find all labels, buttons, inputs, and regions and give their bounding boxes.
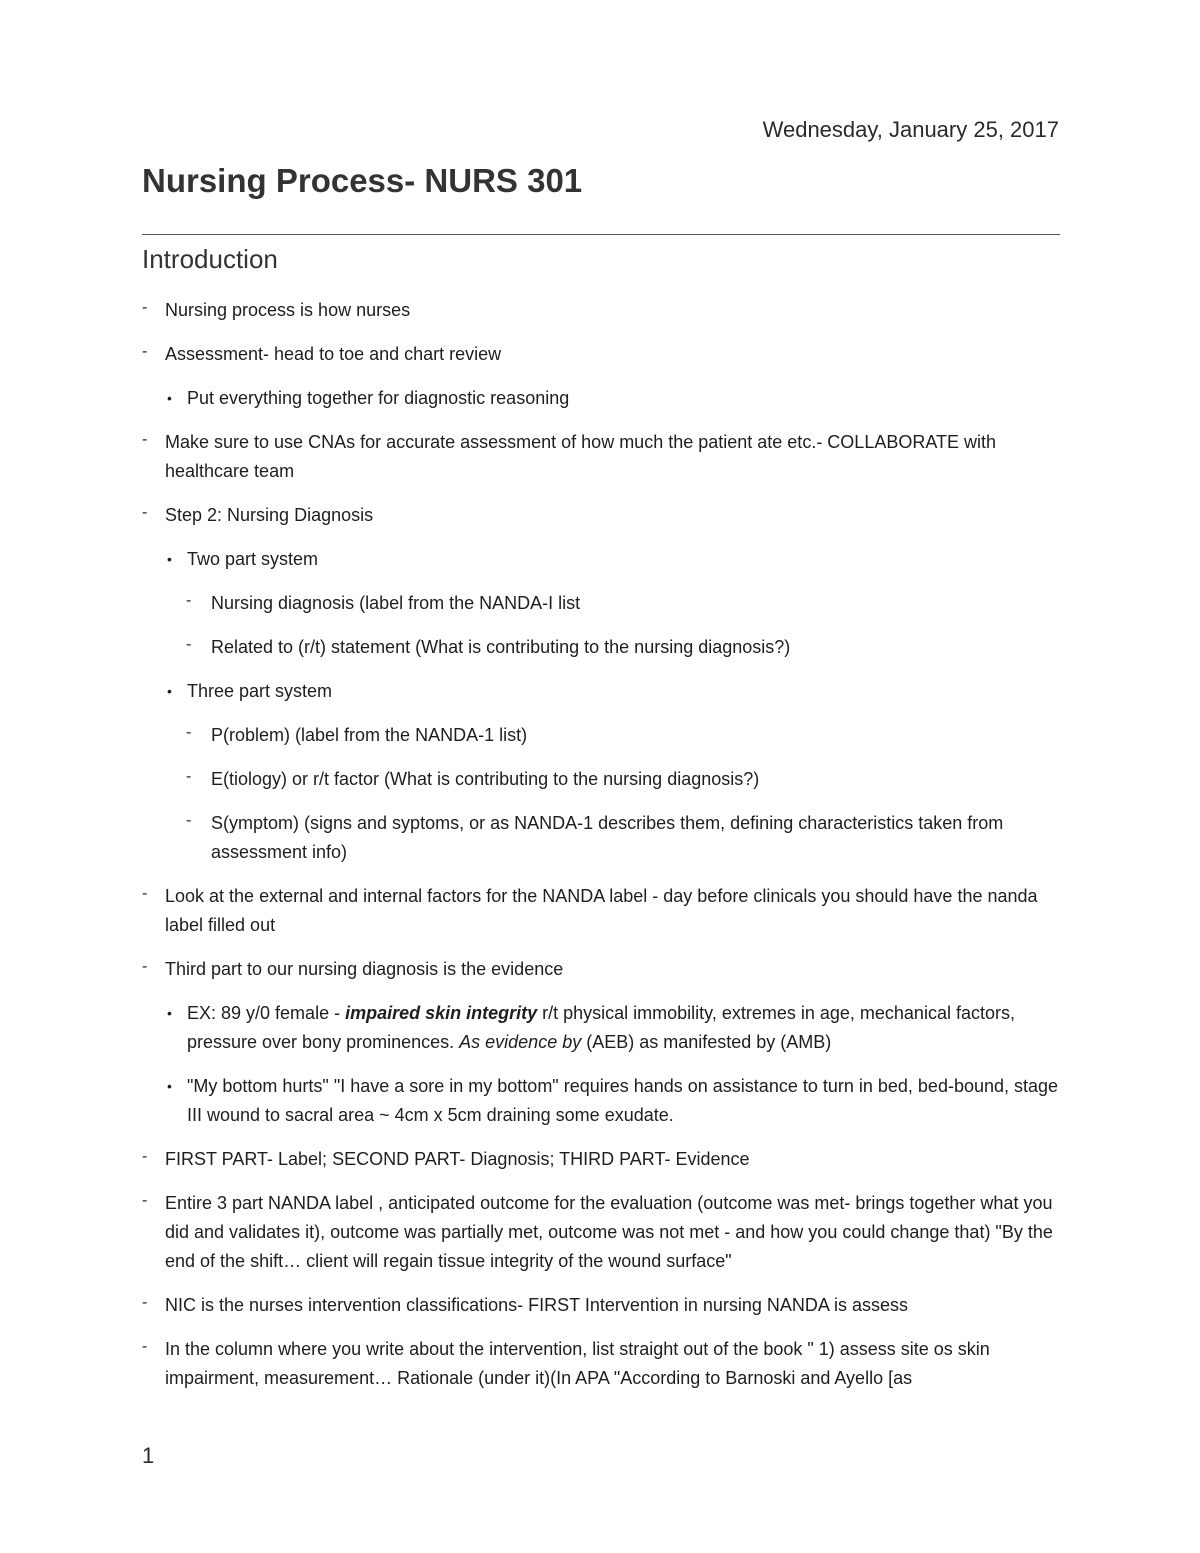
list-item-text: Put everything together for diagnostic reasoning xyxy=(187,388,570,408)
dash-marker: - xyxy=(186,592,192,609)
dash-marker: - xyxy=(142,343,148,360)
notes-list xyxy=(142,296,1060,1408)
list-item xyxy=(142,501,1060,530)
list-item xyxy=(142,999,1060,1057)
dash-marker: - xyxy=(142,1148,148,1165)
text-segment: r/t physical immobility, extremes in age, mechanical factors, pressure over bony prominences. xyxy=(187,1003,1015,1052)
list-item-text: Three part system xyxy=(187,681,333,701)
list-item-text: In the column where you write about the intervention, list straight out of the book " 1) assess site os skin impairment, measurement… Rationale (under it)(In APA "According to Barnoski and Ayello [as xyxy=(165,1339,990,1388)
list-item-text: Entire 3 part NANDA label , anticipated outcome for the evaluation (outcome was met- brings together what you did and validates it), outcome was partially met, outcome was not met - and how you could change that) "By the end of the shift… client will regain tissue integrity of the wound surface" xyxy=(165,1193,1053,1271)
list-item-text: E(tiology) or r/t factor (What is contributing to the nursing diagnosis?) xyxy=(211,769,760,789)
list-item-text: S(ymptom) (signs and syptoms, or as NANDA-1 describes them, defining characteristics taken from assessment info) xyxy=(211,813,1004,862)
list-item xyxy=(142,589,1060,618)
list-item xyxy=(142,384,1060,413)
list-item xyxy=(142,428,1060,486)
list-item xyxy=(142,809,1060,867)
dash-marker: - xyxy=(142,1294,148,1311)
list-item xyxy=(142,1291,1060,1320)
list-item-text: FIRST PART- Label; SECOND PART- Diagnosis; THIRD PART- Evidence xyxy=(165,1149,750,1169)
list-item-text: "My bottom hurts" "I have a sore in my bottom" requires hands on assistance to turn in bed, bed-bound, stage III wound to sacral area ~ 4cm x 5cm draining some exudate. xyxy=(187,1076,1059,1125)
list-item-text: Two part system xyxy=(187,549,319,569)
title-divider xyxy=(142,234,1060,235)
list-item-text: Look at the external and internal factors for the NANDA label - day before clinicals you should have the nanda label filled out xyxy=(165,886,1038,935)
document-date: Wednesday, January 25, 2017 xyxy=(762,117,1059,142)
bullet-marker: • xyxy=(167,390,172,406)
list-item-text: Nursing diagnosis (label from the NANDA-I list xyxy=(211,593,581,613)
list-item xyxy=(142,1335,1060,1393)
list-item-text: P(roblem) (label from the NANDA-1 list) xyxy=(211,725,528,745)
text-segment: (AEB) as manifested by (AMB) xyxy=(581,1032,832,1052)
bullet-marker: • xyxy=(167,1005,172,1021)
list-item xyxy=(142,545,1060,574)
list-item xyxy=(142,677,1060,706)
list-item-text xyxy=(187,1003,1015,1052)
list-item xyxy=(142,1189,1060,1276)
page-number: 1 xyxy=(142,1443,155,1468)
list-item xyxy=(142,765,1060,794)
dash-marker: - xyxy=(142,431,148,448)
page-title: Nursing Process- NURS 301 xyxy=(142,162,583,199)
dash-marker: - xyxy=(142,1192,148,1209)
dash-marker: - xyxy=(186,724,192,741)
list-item-text: NIC is the nurses intervention classifications- FIRST Intervention in nursing NANDA is assess xyxy=(165,1295,908,1315)
bullet-marker: • xyxy=(167,1078,172,1094)
list-item xyxy=(142,1072,1060,1130)
dash-marker: - xyxy=(142,1338,148,1355)
bullet-marker: • xyxy=(167,551,172,567)
list-item xyxy=(142,633,1060,662)
list-item-text: Third part to our nursing diagnosis is the evidence xyxy=(165,959,564,979)
list-item-text: Nursing process is how nurses xyxy=(165,300,411,320)
dash-marker: - xyxy=(142,885,148,902)
dash-marker: - xyxy=(142,299,148,316)
list-item xyxy=(142,296,1060,325)
list-item xyxy=(142,882,1060,940)
dash-marker: - xyxy=(186,812,192,829)
text-segment: EX: 89 y/0 female - xyxy=(187,1003,346,1023)
text-segment: As evidence by xyxy=(459,1032,582,1052)
dash-marker: - xyxy=(186,636,192,653)
list-item xyxy=(142,721,1060,750)
list-item xyxy=(142,340,1060,369)
list-item-text: Assessment- head to toe and chart review xyxy=(165,344,502,364)
list-item-text: Make sure to use CNAs for accurate assessment of how much the patient ate etc.- COLLABORATE with healthcare team xyxy=(165,432,997,481)
list-item-text: Related to (r/t) statement (What is contributing to the nursing diagnosis?) xyxy=(211,637,791,657)
section-heading: Introduction xyxy=(142,244,278,274)
text-segment: impaired skin integrity xyxy=(345,1003,538,1023)
dash-marker: - xyxy=(186,768,192,785)
dash-marker: - xyxy=(142,504,148,521)
list-item xyxy=(142,955,1060,984)
dash-marker: - xyxy=(142,958,148,975)
list-item xyxy=(142,1145,1060,1174)
list-item-text: Step 2: Nursing Diagnosis xyxy=(165,505,374,525)
bullet-marker: • xyxy=(167,683,172,699)
